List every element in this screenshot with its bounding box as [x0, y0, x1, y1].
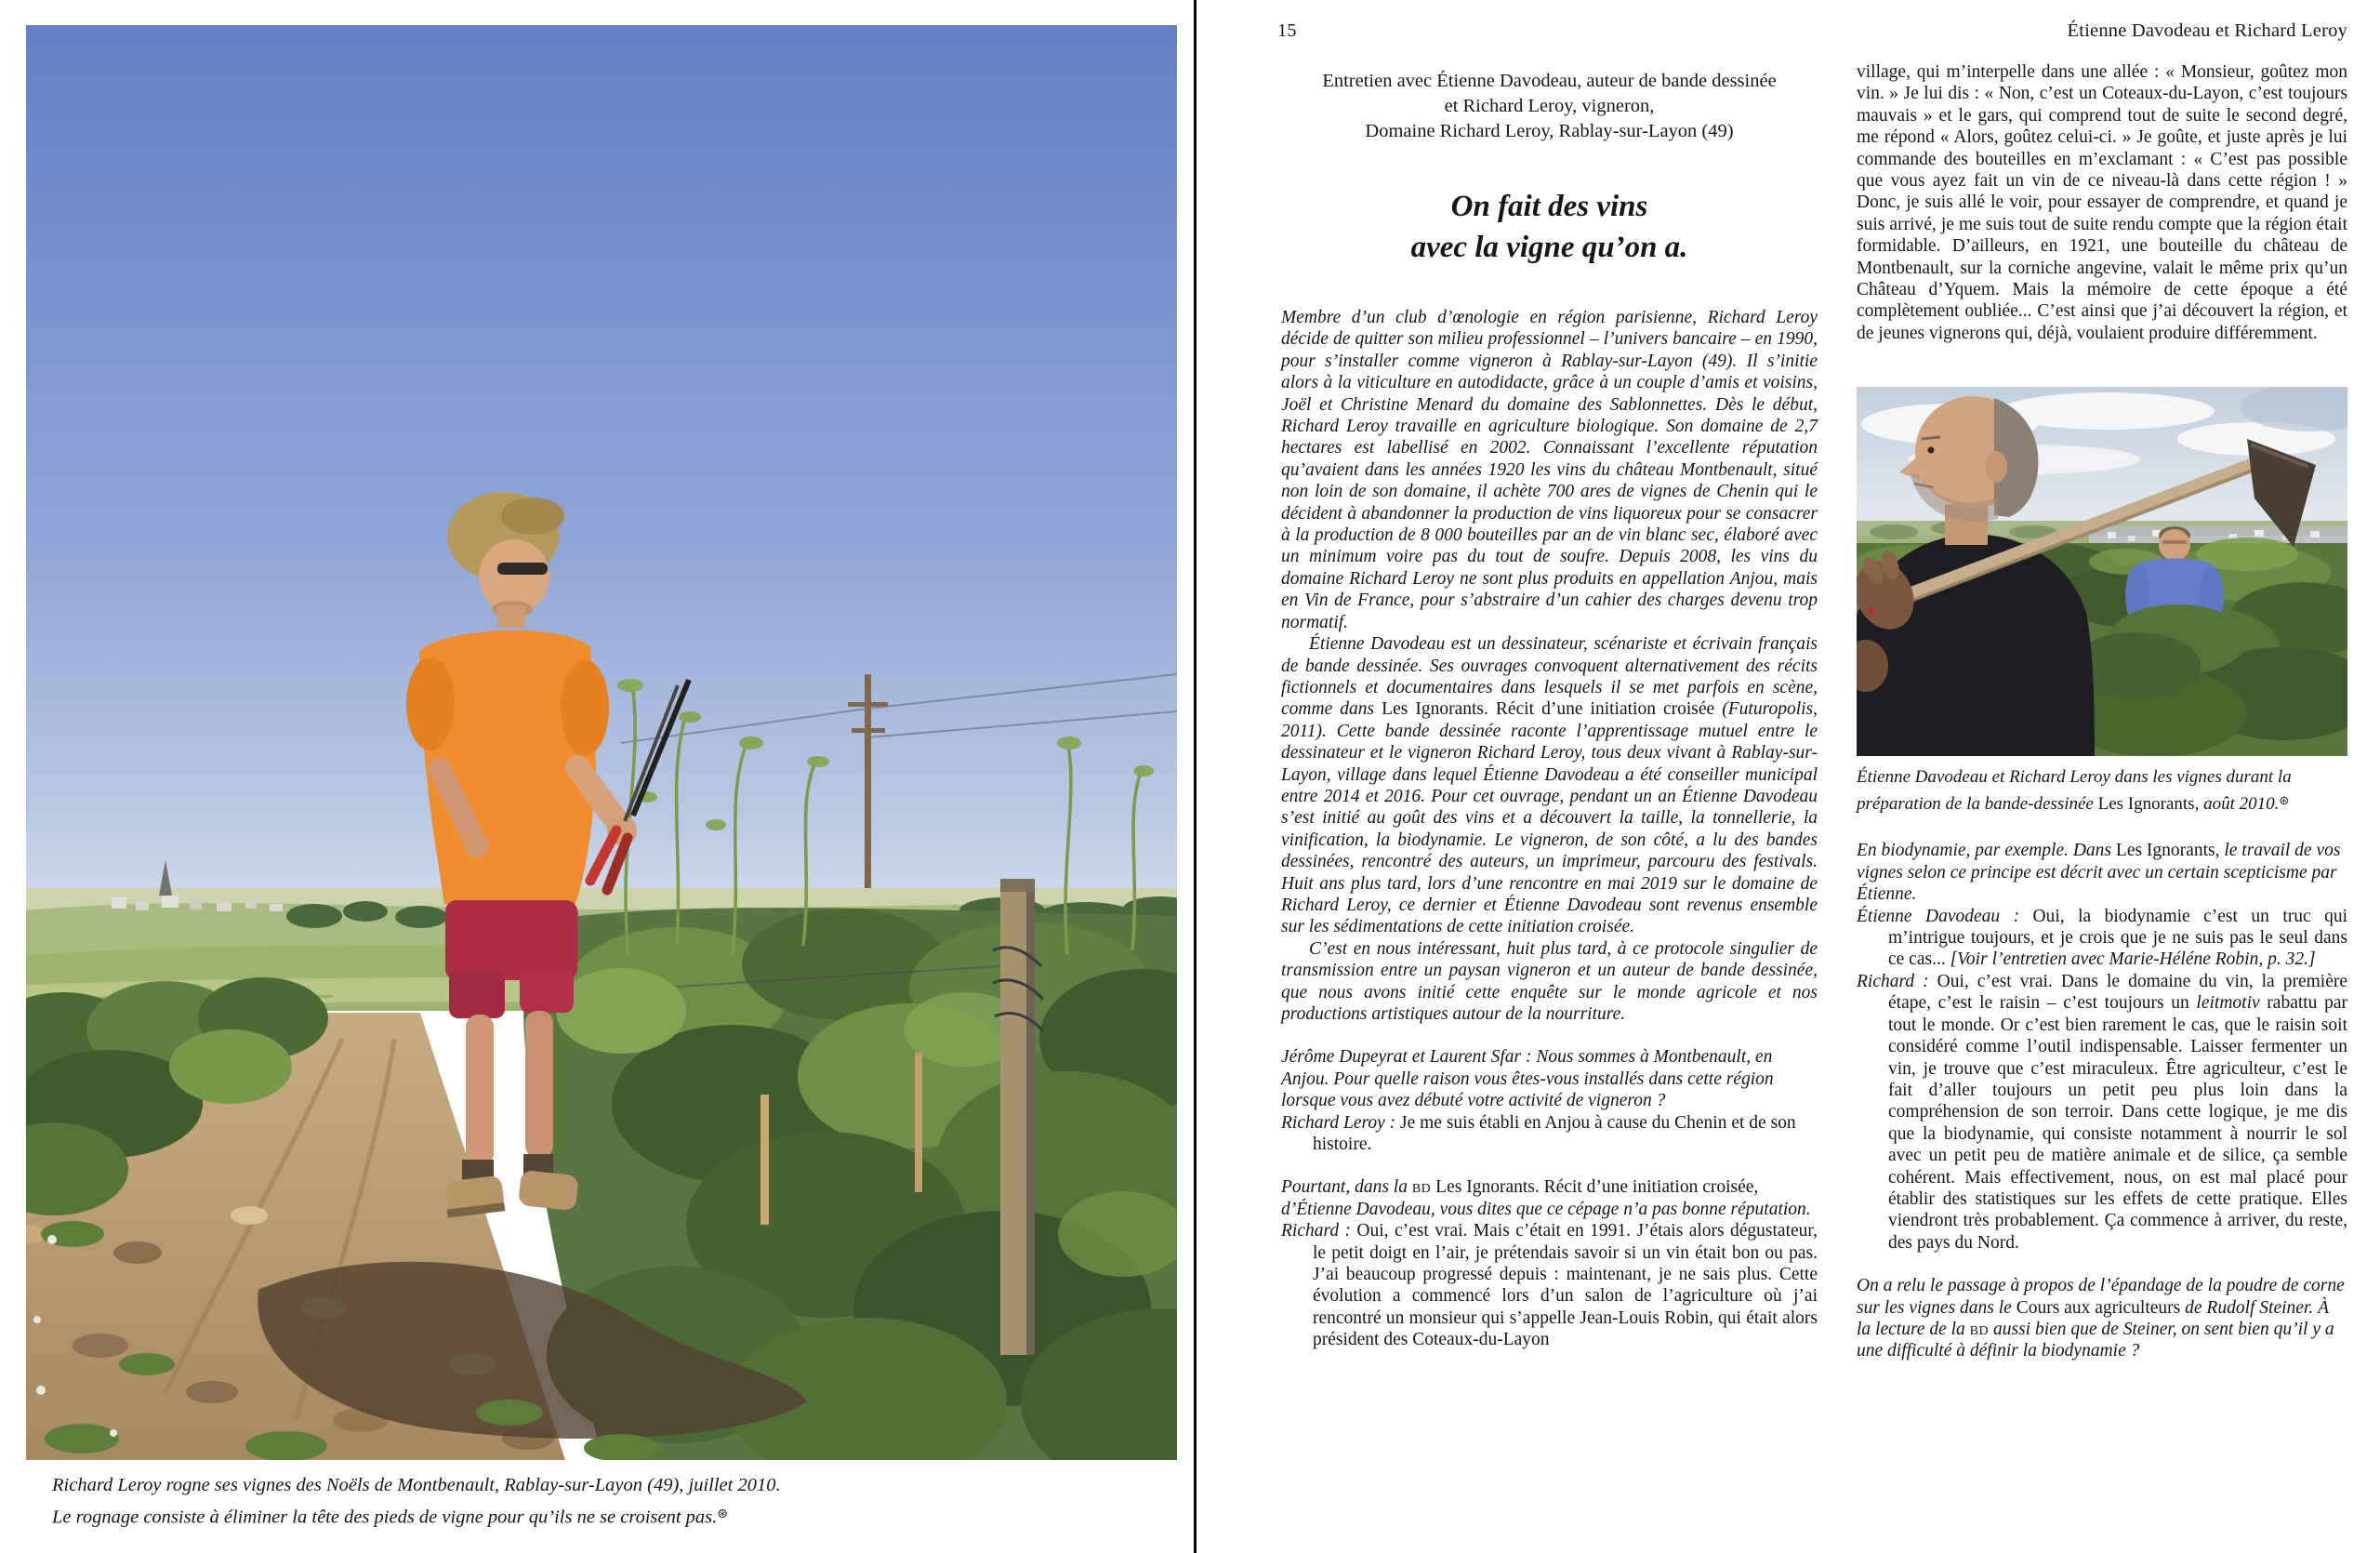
text-run: aussi bien que de Steiner, on sent bien qu’il y a une difficulté à définir la biodynamie ? — [1857, 1319, 2334, 1361]
text-run: (Futuropolis, 2011). Cette bande dessinée raconte l’apprentissage mutuel entre le dessinateur et le vigneron Richard Leroy, tous deux vivant à Rablay-sur-Layon, village dans lequel Étienne Davodeau a été conseiller municipal entre 2014 et 2016. Pour cet ouvrage, pendant un an Étienne Davodeau s’est initié au goût des vins et a découvert la taille, la tonnellerie, la vinification, la biodynamie. Le vigneron, de son côté, a lu des bandes dessinées, rencontré des auteurs, un imprimeur, parcouru des festivals. Huit ans plus tard, lors d’une rencontre en mai 2019 sur le domaine de Richard Leroy, ce dernier et Étienne Davodeau sont revenus ensemble sur les sédimentations de cette initiation croisée. — [1281, 699, 1818, 937]
text-run: ⊛ — [717, 1507, 728, 1521]
text-run: Les Ignorants. Récit d’une initiation croisée — [1382, 699, 1715, 720]
paragraph — [1281, 307, 1818, 633]
paragraph — [1281, 938, 1818, 1026]
text-run: Oui, la biodynamie c’est un truc qui m’intrigue toujours, et je crois que je ne suis pas le seul dans ce cas... — [1888, 906, 2347, 970]
glasses — [2162, 540, 2187, 544]
paragraph — [1857, 971, 2347, 1254]
column-2-body-top — [1857, 61, 2347, 344]
text-run: Étienne Davodeau : — [1857, 906, 2020, 926]
red-shorts — [445, 900, 577, 980]
paragraph — [1857, 1275, 2347, 1362]
text-run: Richard : — [1281, 1221, 1352, 1241]
paragraph — [1281, 1176, 1818, 1220]
sunglasses — [497, 563, 548, 575]
paragraph — [1857, 906, 2347, 971]
text-run: [Voir l’entretien avec Marie-Héléne Robin, p. 32.] — [1950, 949, 2316, 970]
vineyard-photo-illustration — [26, 25, 1177, 1460]
text-run: Membre d’un club d’œnologie en région parisienne, Richard Leroy décide de quitter son milieu professionnel – l’univers bancaire – en 1990, pour s’installer comme vigneron à Rablay-sur-Layon (49). Il s’initie alors à la viticulture en autodidacte, grâce à un couple d’amis et voisins, Joël et Christine Menard du domaine des Sablonnettes. Dès le début, Richard Leroy travaille en agriculture biologique. Son domaine de 2,7 hectares est labellisé en 2002. Connaissant l’excellente réputation qu’avaient dans les années 1920 les vins du château Montbenault, situé non loin de son domaine, il achète 700 ares de vignes de Chenin qui le décident à abandonner la production de vins liquoreux pour se consacrer à la production de 8 000 bouteilles par an de vin blanc sec, élaboré avec un minimum voire pas du tout de soufre. Depuis 2008, les vins du domaine Richard Leroy ne sont plus produits en appellation Anjou, mais en Vin de France, pour s’abstraire d’un cahier des charges devenu trop normatif. — [1281, 308, 1818, 632]
kicker-line: Entretien avec Étienne Davodeau, auteur de bande dessinée — [1322, 71, 1777, 91]
text-run: août 2010. — [2199, 793, 2280, 814]
text-run: de Rudolf Steiner. À la lecture de la — [1857, 1297, 2330, 1339]
vineyard-photo — [26, 25, 1177, 1460]
page-number: 15 — [1277, 20, 1297, 41]
text-run: bd — [1969, 1319, 1990, 1339]
text-run: village, qui m’interpelle dans une allée : « Monsieur, goûtez mon vin. » Je lui dis : « Non, c’est un Coteaux-du-Layon, c’est toujours mauvais » et le gars, qui comprend tout de suite le second degré, me répond « Alors, goûtez celui-ci. » Je goûte, et juste après je lui commande des bouteilles en m’exclamant : « C’est pas possible que vous ayez fait un vin de ce niveau-là dans cette région ! » Donc, je suis allé le voir, pour essayer de comprendre, et quand je suis arrivé, je me suis tout de suite rendu compte que la région était formidable. D’ailleurs, en 1921, une bouteille du château de Montbenault, sur la corniche angevine, valait le même prix qu’un Château d’Yquem. Mais la mémoire de cette époque a été complètement oubliée... C’est ainsi que j’ai découvert la région, et de jeunes vignerons qui, déjà, voulaient produire différemment. — [1857, 62, 2347, 343]
text-run: Étienne Davodeau et Richard Leroy dans les vignes durant la préparation de la bande-dessinée — [1857, 767, 2292, 814]
leg — [525, 1011, 553, 1158]
column-2 — [1857, 61, 2347, 1362]
eye — [1928, 447, 1935, 454]
article-kicker — [1281, 69, 1818, 144]
paragraph — [1281, 633, 1818, 938]
vignes-photo — [1857, 387, 2347, 756]
vine-stake — [760, 1095, 769, 1225]
paragraph — [1857, 61, 2347, 344]
kicker-line: Domaine Richard Leroy, Rablay-sur-Layon (49) — [1365, 121, 1734, 141]
page-divider-rule — [1194, 0, 1197, 1553]
text-run: rabattu par tout le monde. Or c’est bien rarement le cas, que le raisin soit considéré comme l’outil indispensable. Laisser fermenter un vin, je trouve que c’est miraculeux. Être agriculteur, c’est le fait d’aller toujours un petit peu plus loin dans la compréhension de son terroir. Dans cette logique, je me dis que la biodynamie, qui consiste notamment à nourrir le sol avec un petit peu de matière animale et de silice, ça semble cohérent. Mais effectivement, nous, on est mal placé pour établir des statistiques sur les effets de cette pratique. Elles viendront très probablement. Ça commence à arriver, du reste, des pays du Nord. — [1888, 993, 2347, 1253]
photo-caption-right — [1857, 765, 2347, 816]
text-run: Je me suis établi en Anjou à cause du Chenin et de son histoire. — [1313, 1112, 1796, 1155]
photo-caption-left — [52, 1471, 1172, 1533]
text-run: Les Ignorants. Récit d’une initiation croisée, — [1431, 1177, 1759, 1198]
text-run: Oui, c’est vrai. Dans le domaine du vin, la première étape, c’est le raisin – c’est toujours un — [1888, 971, 2347, 1014]
text-run: leitmotiv — [2196, 993, 2260, 1014]
text-run: Richard : — [1857, 971, 1929, 991]
column-2-body-bottom — [1857, 840, 2347, 1361]
text-run: On a relu le passage à propos de l’épandage de la poudre de corne sur les vignes dans le — [1857, 1276, 2345, 1318]
article-title — [1281, 186, 1818, 268]
text-run: Étienne Davodeau est un dessinateur, scénariste et écrivain français de bande dessinée. Ses ouvrages convoquent alternativement des récits fictionnels et documentaires dans lesquels il se met parfois en scène, comme dans — [1281, 634, 1818, 720]
text-run: le travail de vos vignes selon ce principe est décrit avec un certain scepticisme par Étienne. — [1857, 841, 2341, 905]
paragraph — [1857, 840, 2347, 905]
kicker-line: et Richard Leroy, vigneron, — [1444, 96, 1655, 116]
text-run: Pourtant, dans la — [1281, 1177, 1412, 1198]
leg — [466, 1015, 494, 1165]
ear — [1985, 451, 2007, 483]
text-run: C’est en nous intéressant, huit plus tard, à ce protocole singulier de transmission entre un paysan vigneron et un auteur de bande dessinée, que nous avons initié cette enquête sur le monde agricole et nos productions artistiques autour de la nourriture. — [1281, 938, 1818, 1024]
neck — [497, 605, 525, 628]
text-run: Les Ignorants, — [2115, 841, 2220, 861]
text-run: d’Étienne Davodeau, vous dites que ce cépage n’a pas bonne réputation. — [1281, 1199, 1811, 1219]
text-run: Le rognage consiste à éliminer la tête des pieds de vigne pour qu’ils ne se croisent pas. — [52, 1507, 718, 1528]
paragraph — [1281, 1046, 1818, 1111]
text-run: En biodynamie, par exemple. Dans — [1857, 841, 2116, 861]
title-line: avec la vigne qu’on a. — [1410, 231, 1688, 264]
paragraph — [1281, 1112, 1818, 1156]
running-head: Étienne Davodeau et Richard Leroy — [2067, 20, 2347, 41]
column-1-body — [1281, 307, 1818, 1351]
text-run: ⊛ — [2279, 793, 2290, 808]
eyebrow — [1922, 437, 1940, 439]
text-run: Les Ignorants, — [2097, 793, 2200, 814]
vine-stake — [915, 1053, 922, 1192]
text-run: Cours aux agriculteurs — [2016, 1297, 2181, 1318]
paragraph — [1281, 1220, 1818, 1350]
text-run: bd — [1411, 1177, 1432, 1198]
vignes-photo-illustration — [1857, 387, 2347, 756]
face — [2159, 529, 2190, 561]
text-run: Oui, c’est vrai. Mais c’était en 1991. J’étais alors dégustateur, le petit doigt en l’air, je prétendais savoir si un vin était bon ou pas. J’ai beaucoup progressé depuis : maintenant, je ne sais plus. Cette évolution a commencé lors d’un salon de l’agriculture où j’ai rencontré un monsieur qui s’appelle Jean-Louis Robin, qui était alors président des Coteaux-du-Layon — [1313, 1221, 1818, 1350]
hand — [465, 833, 489, 857]
title-line: On fait des vins — [1450, 190, 1648, 223]
text-run: Jérôme Dupeyrat et Laurent Sfar : Nous sommes à Montbenault, en Anjou. Pour quelle raison vous êtes-vous installés dans cette région lorsque vous avez débuté votre activité de vigneron ? — [1281, 1047, 1774, 1111]
text-run: Richard Leroy rogne ses vignes des Noëls de Montbenault, Rablay-sur-Layon (49), juillet 2010. — [52, 1475, 781, 1495]
text-run: Richard Leroy : — [1281, 1112, 1396, 1133]
